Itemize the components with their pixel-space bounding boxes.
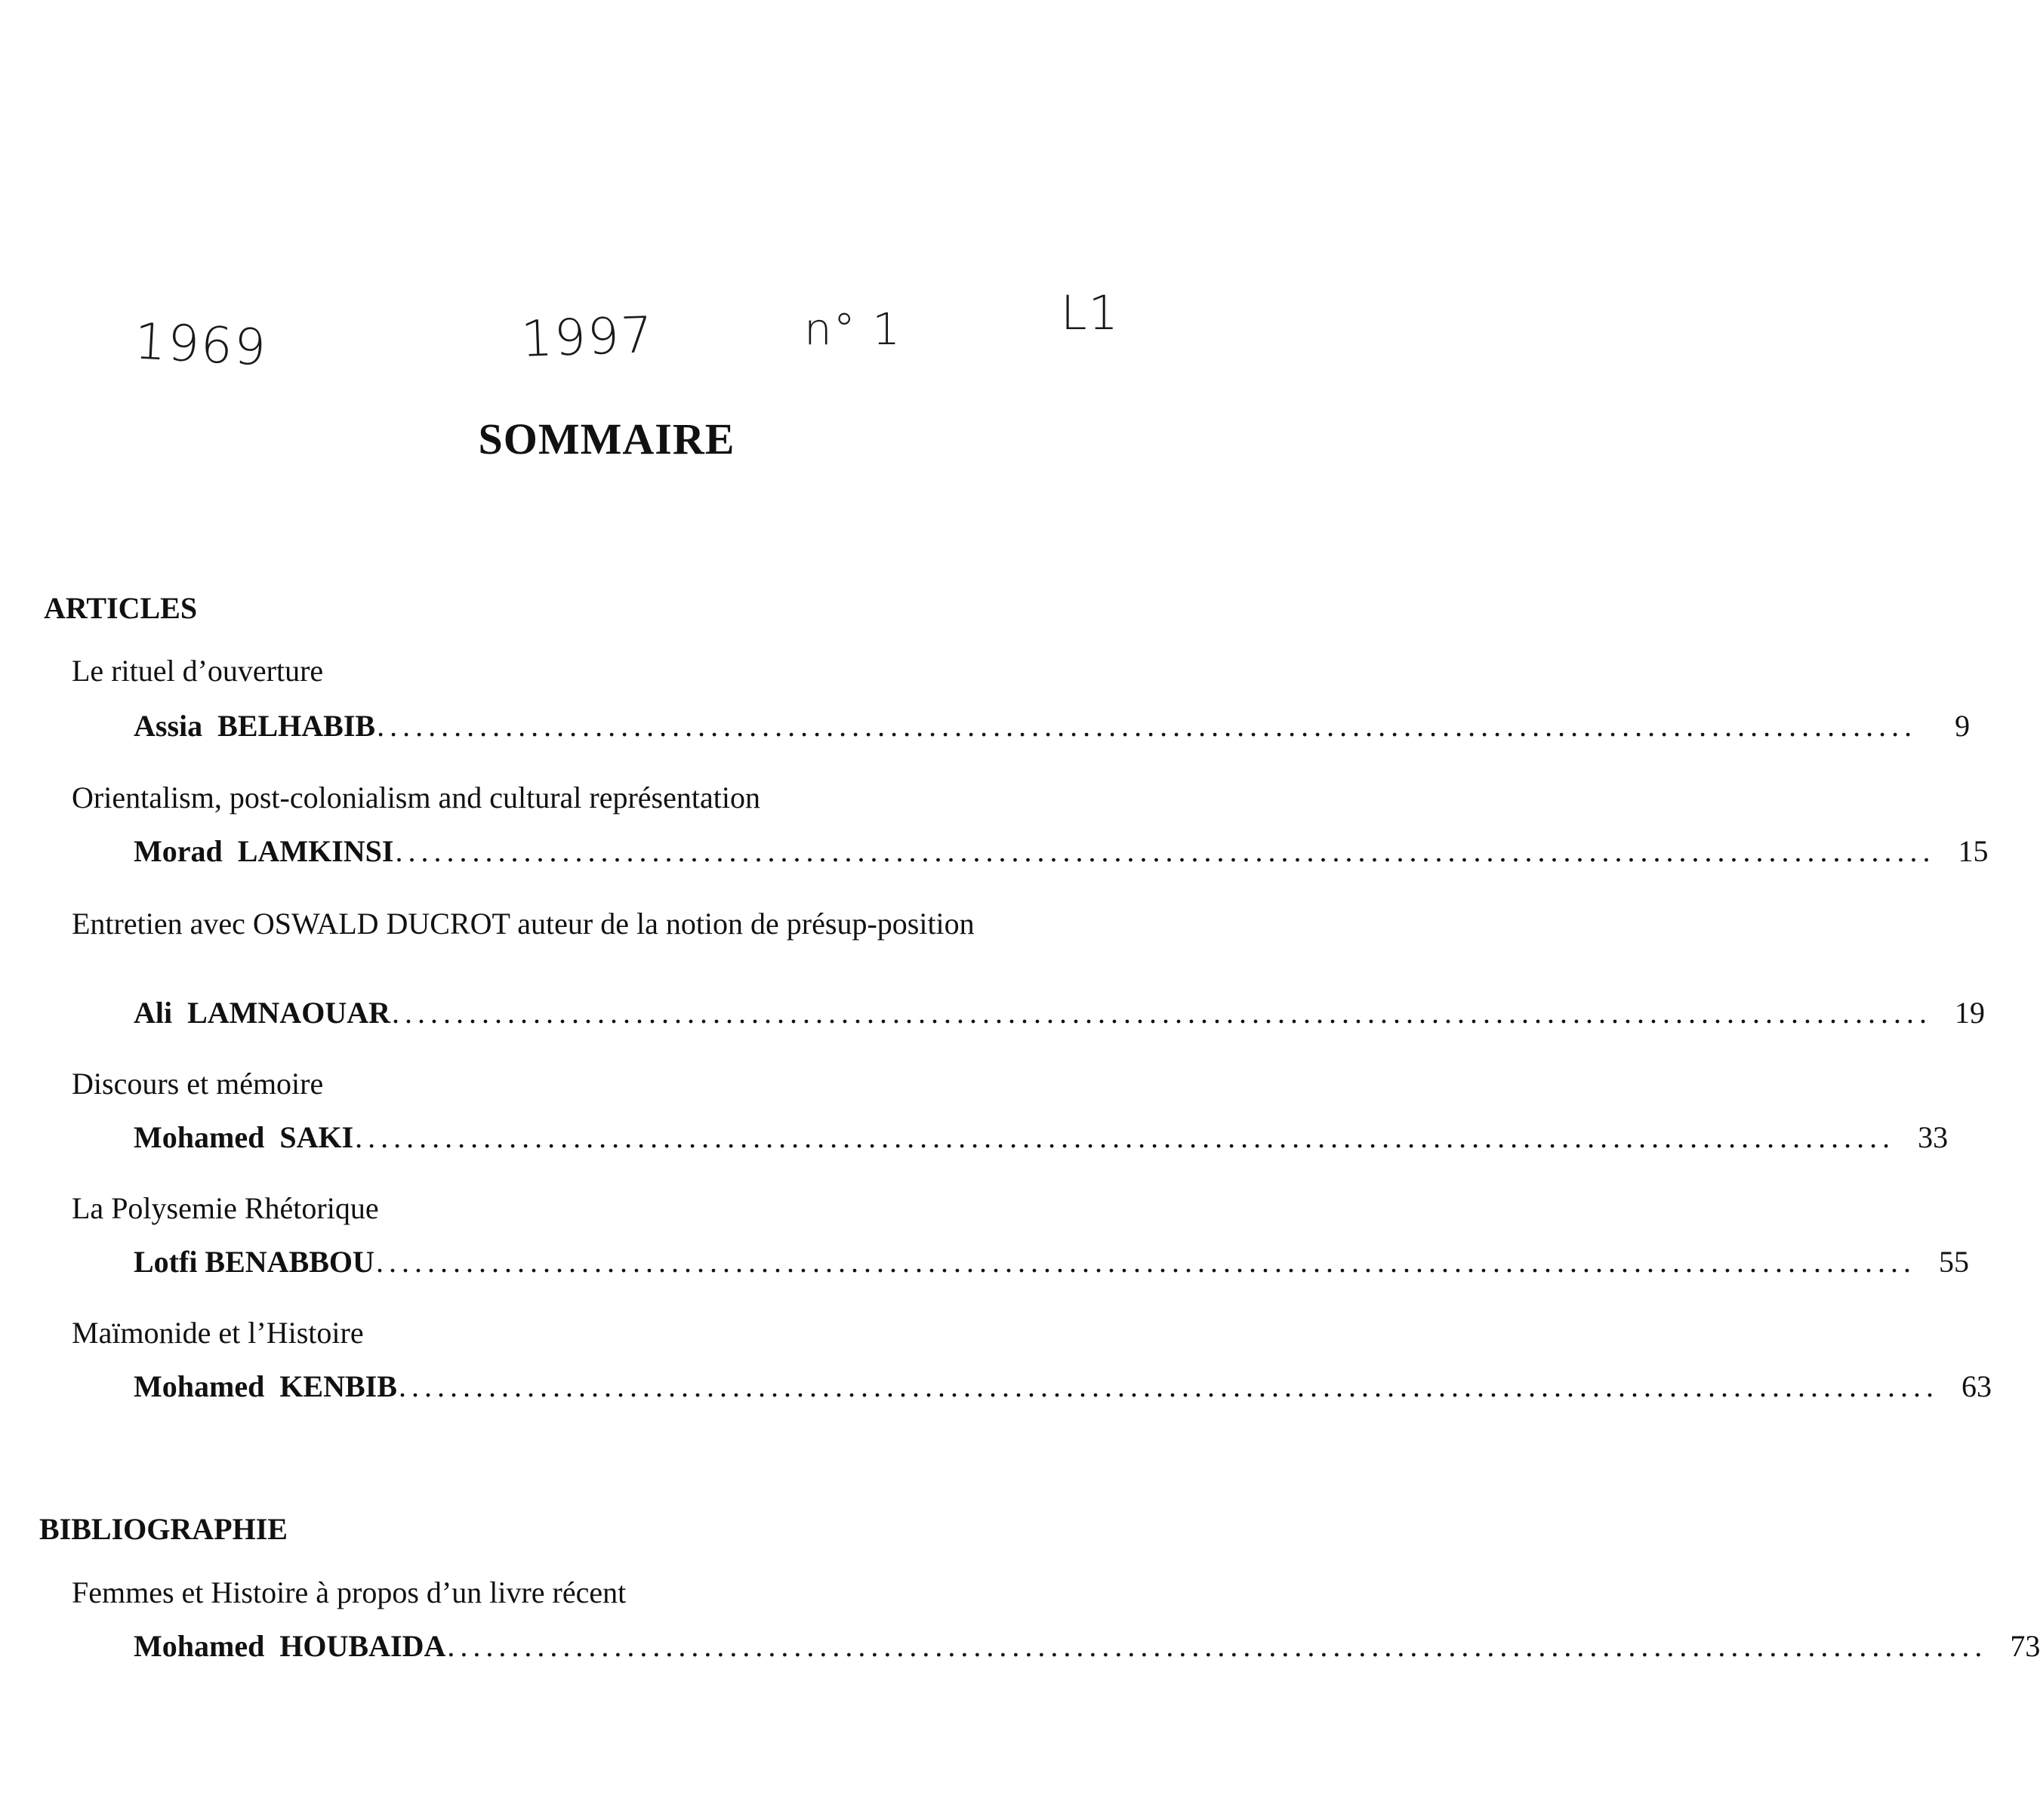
entry-title: Discours et mémoire [72, 1067, 324, 1101]
entry-author-line [134, 1119, 1949, 1157]
entry-author-line [134, 1628, 2040, 1666]
handwritten-code: L1 [1061, 285, 1120, 340]
entry-author: Lotfi BENABBOU [134, 1245, 374, 1279]
handwritten-year-1997: 1997 [519, 305, 655, 369]
dot-leader: ........................................................................................................................ [375, 1245, 1916, 1279]
handwritten-issue-number: n° 1 [804, 303, 902, 355]
entry-author: Morad LAMKINSI [134, 834, 394, 868]
entry-title: Entretien avec OSWALD DUCROT auteur de la notion de présup-position [72, 907, 975, 941]
section-heading-articles: ARTICLES [44, 591, 198, 625]
dot-leader: ........................................................................................................................ [377, 709, 1918, 743]
entry-page-number: 19 [1954, 996, 1985, 1030]
dot-leader: ........................................................................................................................ [398, 1369, 1939, 1403]
entry-author-line [134, 708, 1971, 746]
entry-author-line [134, 995, 1985, 1033]
dot-leader: ........................................................................................................................ [391, 996, 1932, 1030]
entry-page-number: 55 [1938, 1245, 1969, 1279]
entry-author: Mohamed KENBIB [134, 1369, 397, 1403]
entry-author: Mohamed SAKI [134, 1120, 354, 1154]
entry-title: Le rituel d’ouverture [72, 654, 324, 688]
entry-title: La Polysemie Rhétorique [72, 1191, 379, 1225]
dot-leader: ........................................................................................................................ [355, 1120, 1896, 1154]
entry-author-line [134, 1244, 1969, 1282]
entry-author: Mohamed HOUBAIDA [134, 1629, 446, 1663]
dot-leader: ........................................................................................................................ [447, 1629, 1988, 1663]
entry-author: Assia BELHABIB [134, 709, 376, 743]
entry-title: Femmes et Histoire à propos d’un livre récent [72, 1575, 627, 1609]
page-title: SOMMAIRE [478, 414, 735, 463]
entry-page-number: 9 [1955, 709, 1971, 743]
dot-leader: ........................................................................................................................ [395, 834, 1936, 868]
entry-page-number: 63 [1961, 1369, 1992, 1403]
section-heading-bibliographie: BIBLIOGRAPHIE [39, 1512, 288, 1546]
handwritten-year-1969: 1969 [133, 312, 269, 377]
entry-author-line [134, 833, 1989, 871]
entry-author-line [134, 1369, 1992, 1406]
entry-page-number: 15 [1958, 834, 1989, 868]
entry-author: Ali LAMNAOUAR [134, 996, 390, 1030]
entry-title: Maïmonide et l’Histoire [72, 1316, 364, 1350]
entry-page-number: 73 [2010, 1629, 2040, 1663]
entry-page-number: 33 [1918, 1120, 1949, 1154]
entry-title: Orientalism, post-colonialism and cultural représentation [72, 781, 760, 815]
